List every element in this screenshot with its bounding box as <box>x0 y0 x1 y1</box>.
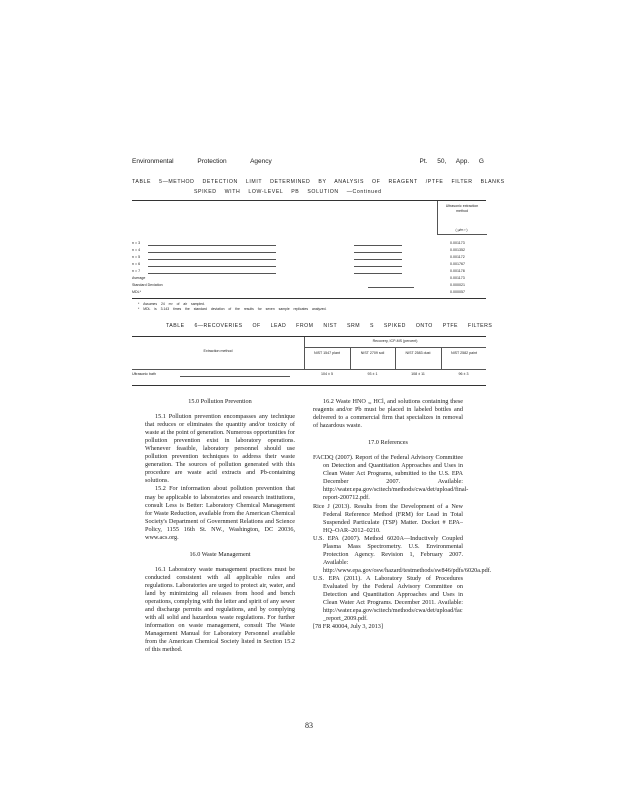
row-value: 0.000021 <box>450 283 465 287</box>
table6-column-header: NIST 2583 dust <box>405 351 431 355</box>
table6-header-rule <box>132 369 486 370</box>
table6 <box>132 336 486 386</box>
leader-rule <box>148 273 276 274</box>
table6-column-header: NIST 2709 soil <box>360 351 385 355</box>
leader-rule <box>354 245 402 246</box>
leader-rule <box>180 376 290 377</box>
row-value: 0.001173 <box>450 241 465 245</box>
leader-rule <box>148 266 276 267</box>
table6-divider <box>350 347 351 369</box>
table5 <box>132 200 486 299</box>
table6-cell: 104 ± 5 <box>321 372 333 376</box>
table6-divider <box>395 347 396 369</box>
row-value: 0.001173 <box>450 276 465 280</box>
paragraph: 15.2 For information about pollution prevention that may be applicable to laboratories and research institutions, consult Less is Better: Laboratory Chemical Management for Waste Reduction, available from the American Chemical Society's Department of Government Relations and Science Policy, 1155 16th St. NW., Washington, DC 20036, www.acs.org. <box>145 485 295 541</box>
table5-row <box>132 248 486 254</box>
table5-note: * MDL is 3.143 times the standard deviation of the results for seven sample replicates analyzed. <box>138 307 327 312</box>
table5-title-line1: TABLE 5—METHOD DETECTION LIMIT DETERMINED BY ANALYSIS OF REAGENT /PTFE FILTER BLANKS <box>132 179 505 185</box>
leader-rule <box>354 273 402 274</box>
table6-header-method: Extraction method <box>203 349 233 353</box>
table6-cell: 93 ± 1 <box>367 372 378 376</box>
reference-entry: [78 FR 40004, July 3, 2013] <box>313 623 383 631</box>
paragraph: 15.1 Pollution prevention encompasses any technique that reduces or eliminates the quantity and/or toxicity of waste at the point of generation. Numerous opportunities for pollution prevention exist in laboratory operations. Whenever feasible, laboratory personnel should use pollution prevention techniques to address their waste generation. The sources of pollution generated with this procedure are waste acid extracts and Pb-containing solutions. <box>145 413 295 485</box>
leader-rule <box>148 245 276 246</box>
reference-entry: U.S. EPA (2007). Method 6020A—Inductively Coupled Plasma Mass Spectrometry. U.S. Environmental Protection Agency. Revision 1, February 2007. Available: http://www.epa.gov/osw/hazard/testmethods/sw846/pdfs/6020a.pdf. <box>313 534 492 574</box>
header-part: Pt. 50, App. G <box>419 158 484 165</box>
row-value: 0.001352 <box>450 248 465 252</box>
section-heading: 16.0 Waste Management <box>189 550 251 558</box>
table6-divider <box>441 347 442 369</box>
table5-row <box>132 255 486 261</box>
leader-rule <box>148 259 276 260</box>
table6-cell: 108 ± 11 <box>411 372 425 376</box>
paragraph: 16.1 Laboratory waste management practices must be conducted consistent with all applicable rules and regulations. Laboratories are urged to protect air, water, and land by minimizing all releases from hood and bench operations, complying with the letter and spirit of any sewer and discharge permits and regulations, and by complying with all solid and hazardous waste regulations. For further information on waste management, consult The Waste Management Manual for Laboratory Personnel available from the American Chemical Society listed in Section 15.2 of this method. <box>145 565 295 654</box>
table6-divider <box>304 337 305 369</box>
left-text-column <box>145 398 295 654</box>
header-agency: Environmental Protection Agency <box>132 158 272 165</box>
row-label: MDL* <box>132 290 141 294</box>
row-value: 0.001172 <box>450 255 465 259</box>
leader-rule <box>354 259 402 260</box>
reference-entry: FACDQ (2007). Report of the Federal Advisory Committee on Detection and Quantitation Approaches and Uses in Clean Water Act Programs, submitted to the U.S. EPA December 2007. Available: http://water.epa.gov/scitech/methods/cwa/det/upload/final-report-200712.pdf. <box>313 454 469 502</box>
row-value: 0.000057 <box>450 290 465 294</box>
table5-row <box>132 241 486 247</box>
table5-notes <box>138 302 327 312</box>
table5-row <box>132 262 486 268</box>
table5-row <box>132 269 486 275</box>
reference-entry: Rice J (2013). Results from the Development of a New Federal Reference Method (FRM) for Lead in Total Suspended Particulate (TSP) Matter. Docket # EPA–HQ–OAR–2012–0210. <box>313 502 463 534</box>
row-value: 0.001178 <box>450 269 465 273</box>
row-label: Average <box>132 276 146 280</box>
row-label: n = 3 <box>132 241 141 245</box>
page-number: 83 <box>305 721 313 730</box>
table6-cell: 96 ± 3 <box>458 372 469 376</box>
row-label: Standard Deviation <box>132 283 163 287</box>
row-label: n = 7 <box>132 269 141 273</box>
row-label: n = 4 <box>132 248 141 252</box>
paragraph: 16.2 Waste HNO ₃, HCl, and solutions containing these reagents and/or Pb must be placed in labeled bottles and delivered to a commercial firm that specializes in removal of hazardous waste. <box>313 398 463 430</box>
leader-rule <box>368 287 414 288</box>
leader-rule <box>148 252 276 253</box>
row-value: 0.001767 <box>450 262 465 266</box>
table5-row <box>132 276 486 282</box>
table5-note: * Assumes 24 m³ of air sampled. <box>138 302 205 306</box>
section-heading: 15.0 Pollution Prevention <box>188 398 252 405</box>
table5-unit: ( µ/m ³ ) <box>455 228 468 232</box>
row-label: n = 6 <box>132 262 141 266</box>
table5-row <box>132 283 486 289</box>
table5-row <box>132 290 486 296</box>
table5-title-line2: SPIKED WITH LOW-LEVEL PB SOLUTION —Continued <box>194 189 382 195</box>
row-label: n = 5 <box>132 255 141 259</box>
table5-column-header: Ultrasonic extraction method <box>445 204 479 214</box>
table6-row-label: Ultrasonic bath <box>132 372 156 376</box>
table6-title: TABLE 6—RECOVERIES OF LEAD FROM NIST SRM S SPIKED ONTO PTFE FILTERS <box>166 323 493 329</box>
right-text-column <box>313 398 492 631</box>
table6-column-header: NIST 2582 paint <box>451 351 477 355</box>
leader-rule <box>354 252 402 253</box>
table6-header-recovery: Recovery, ICP-MS (percent) <box>372 339 418 343</box>
section-heading: 17.0 References <box>368 439 408 447</box>
table6-column-header: NIST 1547 plant <box>314 351 340 355</box>
leader-rule <box>354 266 402 267</box>
reference-entry: U.S. EPA (2011). A Laboratory Study of Procedures Evaluated by the Federal Advisory Committee on Detection and Quantitation Approaches and Uses in Clean Water Act Programs. December 2011. Available: http://water.epa.gov/scitech/methods/cwa/det/upload/fac _report_2009.pdf. <box>313 574 463 623</box>
